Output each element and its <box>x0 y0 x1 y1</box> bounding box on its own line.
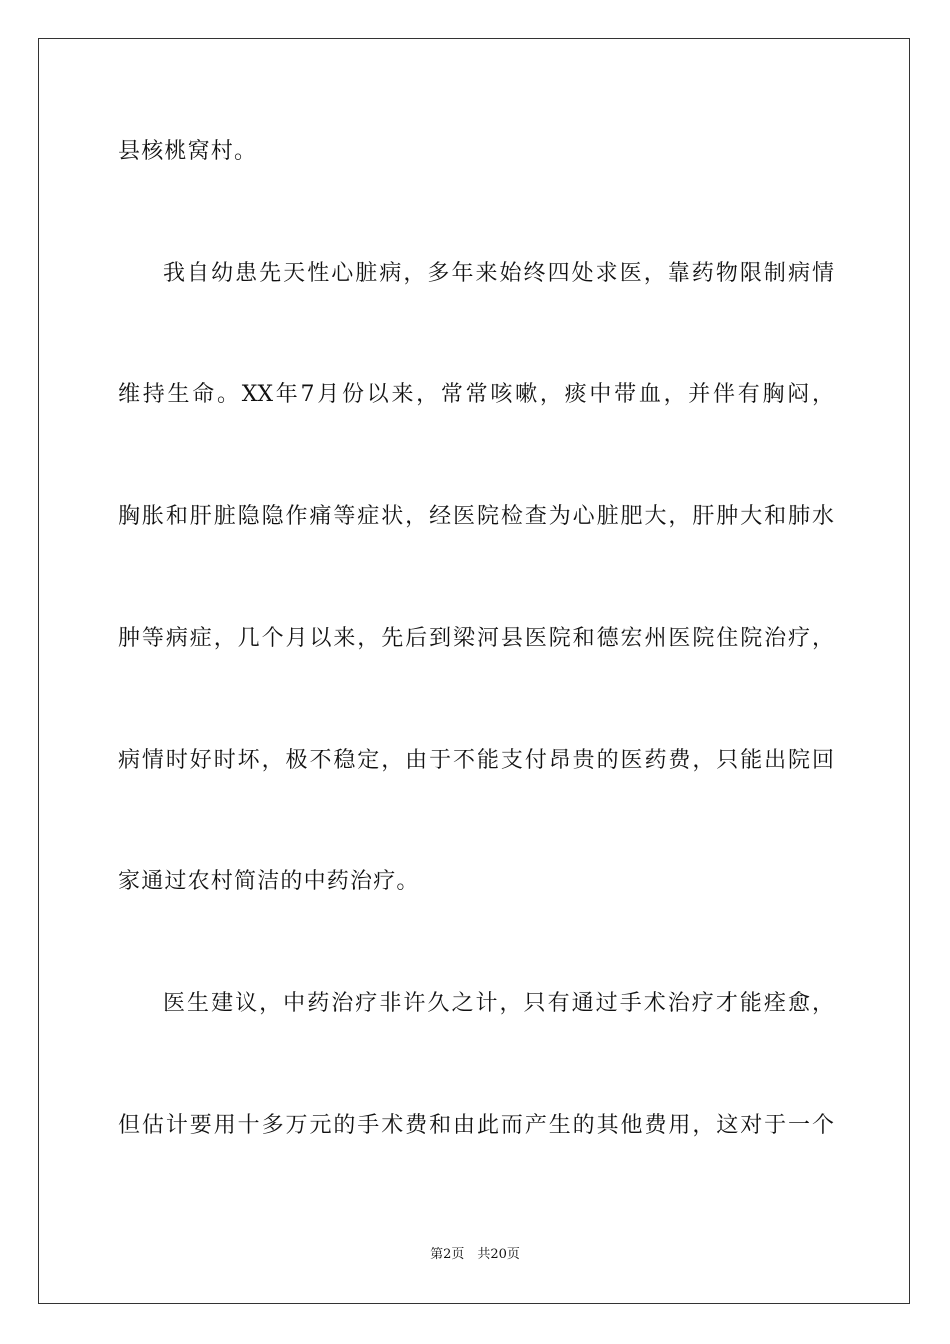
text-line: 家通过农村简洁的中药治疗。 <box>118 869 420 894</box>
text-line: 县核桃窝村。 <box>118 139 258 164</box>
text-line: 我自幼患先天性心脏病，多年来始终四处求医，靠药物限制病情 <box>163 261 834 286</box>
text-line: 胸胀和肝脏隐隐作痛等症状，经医院检查为心脏肥大，肝肿大和肺水 <box>118 504 834 529</box>
text-line: 但估计要用十多万元的手术费和由此而产生的其他费用，这对于一个 <box>118 1113 834 1138</box>
text-line: 维持生命。XX年7月份以来，常常咳嗽，痰中带血，并伴有胸闷， <box>118 382 834 407</box>
text-line: 医生建议，中药治疗非许久之计，只有通过手术治疗才能痊愈， <box>163 991 834 1016</box>
text-line: 肿等病症，几个月以来，先后到梁河县医院和德宏州医院住院治疗， <box>118 626 834 651</box>
page-number: 第2页 共20页 <box>430 1247 520 1262</box>
text-line: 病情时好时坏，极不稳定，由于不能支付昂贵的医药费，只能出院回 <box>118 748 834 773</box>
